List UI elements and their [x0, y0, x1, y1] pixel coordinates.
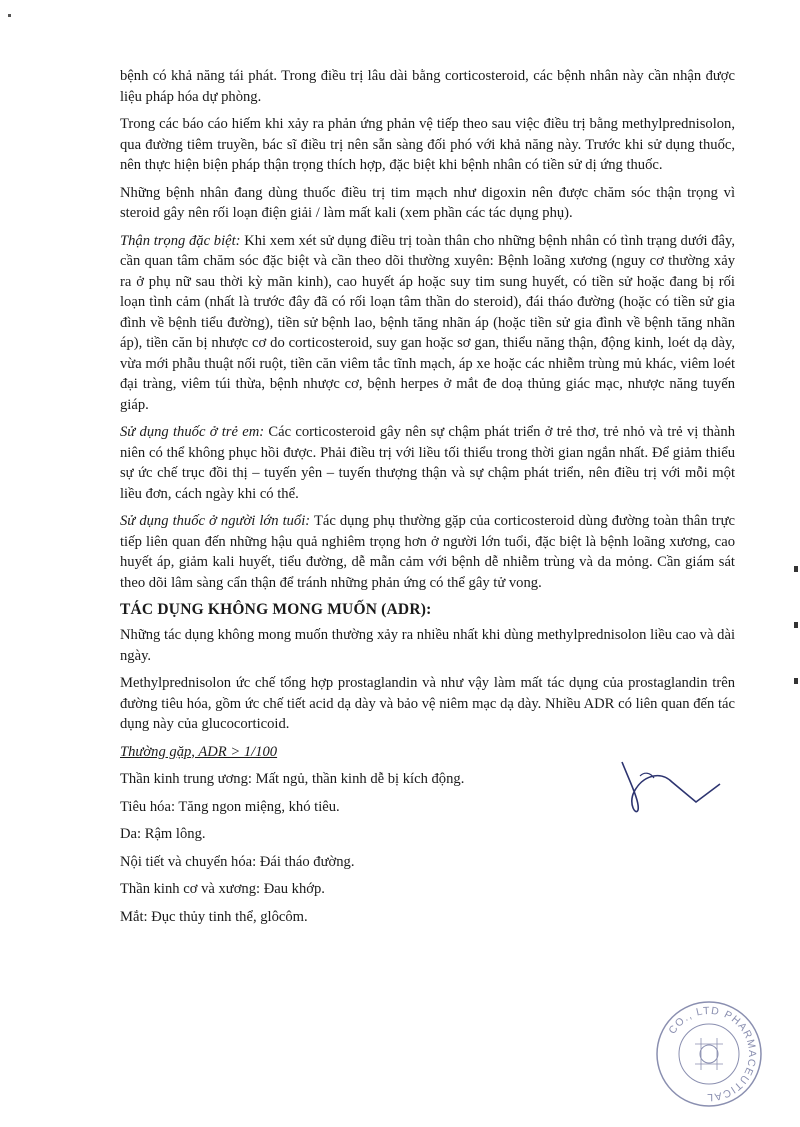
seal-outer-ring: [657, 1002, 761, 1106]
seal-glyphs: [695, 1038, 723, 1070]
scan-edge-mark: [794, 622, 798, 628]
special-precautions-label: Thận trọng đặc biệt:: [120, 232, 241, 249]
paragraph-pediatric-use: [120, 422, 735, 504]
adr-list-item: Tiêu hóa: Tăng ngon miệng, khó tiêu.: [120, 798, 340, 815]
adr-list-item: Thần kinh cơ và xương: Đau khớp.: [120, 881, 325, 897]
adr-list-item: Da: Rậm lông.: [120, 826, 206, 842]
signature-stroke: [622, 762, 720, 812]
elderly-use-label: Sử dụng thuốc ở người lớn tuổi:: [120, 513, 311, 529]
elderly-use-text: Tác dụng phụ thường gặp của corticosteroid dùng đường toàn thân trực tiếp liên quan đến những hậu quả nghiêm trọng hơn ở người lớn tuổi, đặc biệt là bệnh loãng xương, cao huyết áp, giảm kali huyết, tiểu đường, dễ mẫn cảm với bệnh dễ nhiễm trùng và da mỏng. Cần giám sát theo dõi lâm sàng cẩn thận để tránh những phản ứng có thể gây tử vong.: [120, 513, 735, 591]
signature-stroke: [640, 773, 654, 778]
paragraph-elderly-use: [120, 511, 735, 593]
scan-artifact-mark: [8, 14, 11, 17]
adr-common-subheading: Thường gặp, ADR > 1/100: [120, 743, 278, 760]
company-seal: [655, 1000, 763, 1108]
seal-center-mark: [700, 1045, 718, 1063]
adr-list-item: Nội tiết và chuyển hóa: Đái tháo đường.: [120, 853, 355, 870]
paragraph-prophylaxis: bệnh có khả năng tái phát. Trong điều trị lâu dài bằng corticosteroid, các bệnh nhân này cần nhận được liệu pháp hóa dự phòng.: [120, 68, 735, 105]
adr-paragraph-high-dose: Những tác dụng không mong muốn thường xảy ra nhiều nhất khi dùng methylprednisolon liều cao và dài ngày.: [120, 627, 735, 664]
signature-mark: [600, 742, 750, 822]
pediatric-use-text: Các corticosteroid gây nên sự chậm phát triển ở trẻ thơ, trẻ nhỏ và trẻ vị thành niên có thể không phục hồi được. Phải điều trị với liều tối thiểu trong thời gian ngắn nhất. Để giảm thiểu sự ức chế trục đồi thị – tuyến yên – tuyến thượng thận và sự chậm phát triển, nên điều trị với mỗi một liều đơn, cách ngày khi có thể.: [120, 424, 735, 502]
seal-inner-ring: [679, 1024, 739, 1084]
seal-text: CO., LTD PHARMACEUTICAL: [666, 1004, 759, 1104]
scan-edge-mark: [794, 566, 798, 572]
adr-list-item: Mắt: Đục thủy tinh thể, glôcôm.: [120, 908, 308, 925]
adr-list-item: Thần kinh trung ương: Mất ngủ, thần kinh dễ bị kích động.: [120, 771, 465, 787]
paragraph-cardiac-patients: Những bệnh nhân đang dùng thuốc điều trị tim mạch như digoxin nên được chăm sóc thận trọng vì steroid gây nên rối loạn điện giải / làm mất kali (xem phần các tác dụng phụ).: [120, 184, 735, 221]
adr-paragraph-prostaglandin: Methylprednisolon ức chế tổng hợp prostaglandin và như vậy làm mất tác dụng của prostaglandin trên đường tiêu hóa, gồm ức chế tiết acid dạ dày và bảo vệ niêm mạc dạ dày. Nhiều ADR có liên quan đến tác dụng này của glucocorticoid.: [120, 675, 735, 732]
special-precautions-text: Khi xem xét sử dụng điều trị toàn thân cho những bệnh nhân có tình trạng dưới đây, cần quan tâm chăm sóc đặc biệt và cần theo dõi thường xuyên: Bệnh loãng xương (nguy cơ thường xảy ra ở phụ nữ sau thời kỳ mãn kinh), cao huyết áp hoặc suy tim sung huyết, có tiền sử hoặc đang bị rối loạn tình cảm (nhất là trước đây đã có rối loạn tâm thần do steroid), đái tháo đường (hoặc có tiền sử gia đình về bệnh tiểu đường), tiền sử bệnh lao, bệnh tăng nhãn áp (hoặc tiền sử gia đình về bệnh tăng nhãn áp), tiền căn bị nhược cơ do corticosteroid, suy gan hoặc sơ gan, thiểu năng thận, động kinh, loét dạ dày, vừa mới phẫu thuật nối ruột, tiền căn viêm tắc tĩnh mạch, áp xe hoặc các nhiễm trùng mủ khác, viêm loét đại tràng, viêm túi thừa, bệnh nhược cơ, bệnh herpes ở mắt đe doạ thủng giác mạc, nhược năng tuyến giáp.: [120, 232, 735, 413]
adr-heading: TÁC DỤNG KHÔNG MONG MUỐN (ADR):: [120, 601, 432, 618]
paragraph-anaphylaxis: Trong các báo cáo hiếm khi xảy ra phản ứng phản vệ tiếp theo sau việc điều trị bằng methylprednisolon, qua đường tiêm truyền, bác sĩ điều trị nên sẵn sàng đối phó với khả năng này. Trước khi sử dụng thuốc, nên thực hiện biện pháp thận trọng thích hợp, đặc biệt khi bệnh nhân có tiền sử dị ứng thuốc.: [120, 116, 735, 173]
paragraph-special-precautions: [120, 231, 735, 416]
scan-edge-mark: [794, 678, 798, 684]
pediatric-use-label: Sử dụng thuốc ở trẻ em:: [120, 424, 265, 440]
